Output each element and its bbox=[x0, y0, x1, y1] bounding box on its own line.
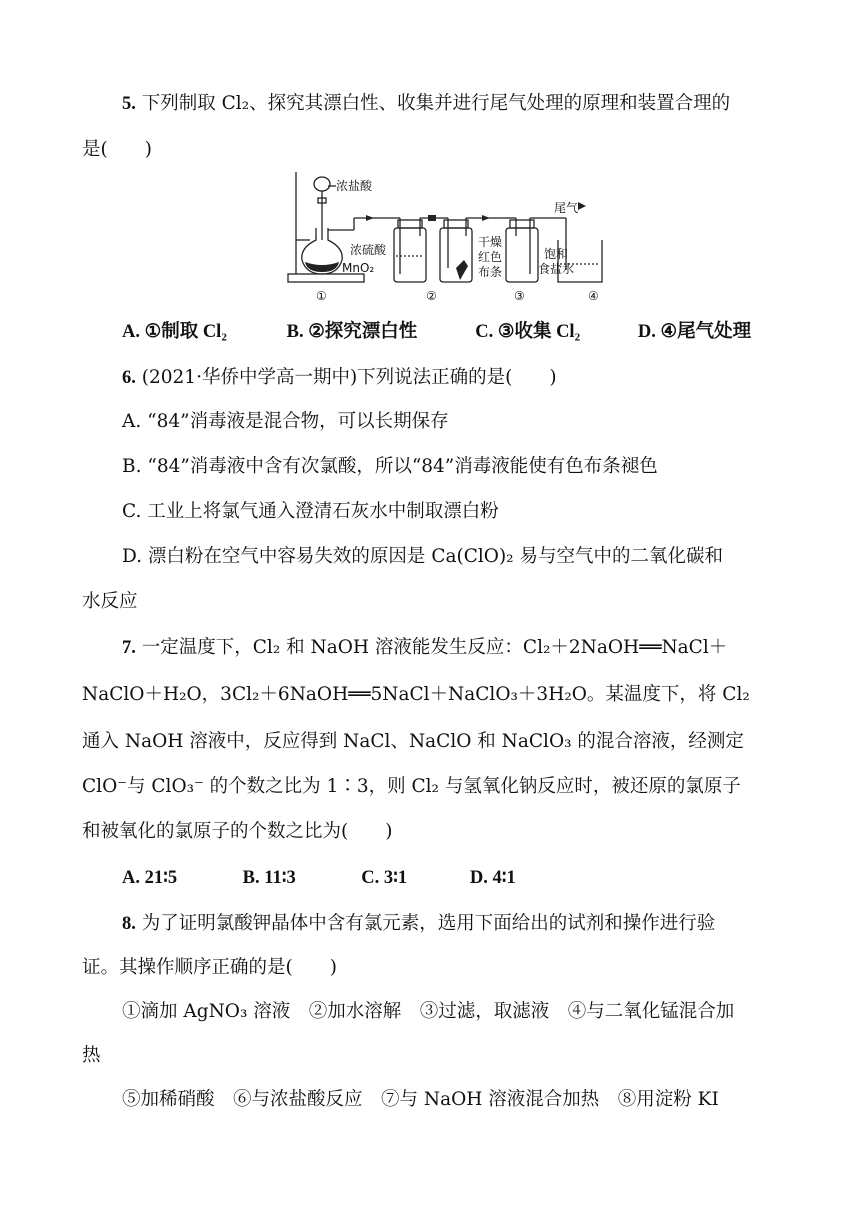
bottle-1-stopper bbox=[398, 220, 422, 228]
label-sat-2: 食盐水 bbox=[538, 262, 575, 276]
q6-source: (2021·华侨中学高一期中) bbox=[141, 367, 358, 388]
q7-option-c: C. 3∶1 bbox=[361, 868, 408, 888]
arrow-3 bbox=[578, 202, 586, 210]
red-cloth-strip bbox=[456, 260, 468, 280]
fig-num-4: ④ bbox=[588, 289, 599, 303]
q8-line4: 热 bbox=[82, 1045, 101, 1066]
arrow-2 bbox=[482, 215, 490, 221]
label-mno2: MnO₂ bbox=[342, 261, 375, 275]
arrow-1 bbox=[366, 215, 374, 221]
q8-line1-text: 为了证明氯酸钾晶体中含有氯元素，选用下面给出的试剂和操作进行验 bbox=[141, 913, 716, 934]
label-sat-1: 饱和 bbox=[544, 247, 569, 261]
q6-option-c: C. 工业上将氯气通入澄清石灰水中制取漂白粉 bbox=[122, 501, 499, 522]
q6-option-b: B. “84”消毒液中含有次氯酸，所以“84”消毒液能使有色布条褪色 bbox=[122, 456, 658, 477]
q5-number: 5. bbox=[122, 94, 136, 114]
q7-option-b: B. 11∶3 bbox=[242, 868, 296, 888]
bottle-3 bbox=[506, 228, 538, 282]
q7-line1 bbox=[122, 636, 860, 660]
rubber-joint bbox=[428, 215, 436, 221]
q6-stem-text: 下列说法正确的是( ) bbox=[357, 367, 557, 388]
q5-option-b: B. ②探究漂白性 bbox=[286, 322, 418, 342]
q7-line2: NaClO＋H₂O，3Cl₂＋6NaOH══5NaCl＋NaClO₃＋3H₂O。某温度下，将 Cl₂ bbox=[82, 684, 750, 705]
q6-option-a: A. “84”消毒液是混合物，可以长期保存 bbox=[122, 411, 449, 432]
label-conc-hcl: 浓盐酸 bbox=[336, 179, 373, 193]
apparatus-figure bbox=[282, 168, 614, 306]
label-cloth-2: 红色 bbox=[478, 250, 503, 264]
q7-line4: ClO⁻与 ClO₃⁻ 的个数之比为 1∶3，则 Cl₂ 与氢氧化钠反应时，被还原的氯原子 bbox=[82, 776, 741, 797]
bottle-2 bbox=[440, 228, 472, 282]
q5-options bbox=[122, 320, 860, 344]
label-conc-h2so4: 浓硫酸 bbox=[350, 243, 387, 257]
funnel-bulb bbox=[314, 177, 330, 191]
label-cloth-1: 干燥 bbox=[478, 235, 503, 249]
q5-text-line2: 是( ) bbox=[82, 139, 152, 160]
q5-line1 bbox=[122, 92, 860, 116]
label-cloth-3: 布条 bbox=[478, 265, 503, 279]
label-tail-gas: 尾气 bbox=[554, 201, 579, 215]
q8-number: 8. bbox=[122, 914, 136, 934]
fig-num-2: ② bbox=[426, 289, 437, 303]
stand-base bbox=[288, 274, 364, 282]
bottle-1 bbox=[394, 228, 426, 282]
q7-line5: 和被氧化的氯原子的个数之比为( ) bbox=[82, 821, 393, 842]
q7-options bbox=[122, 866, 860, 890]
q5-text-line1: 下列制取 Cl₂、探究其漂白性、收集并进行尾气处理的原理和装置合理的 bbox=[141, 93, 731, 114]
q7-number: 7. bbox=[122, 638, 136, 658]
q7-option-d: D. 4∶1 bbox=[469, 868, 516, 888]
q6-option-d-line1: D. 漂白粉在空气中容易失效的原因是 Ca(ClO)₂ 易与空气中的二氧化碳和 bbox=[122, 546, 723, 567]
fig-num-3: ③ bbox=[514, 289, 525, 303]
q8-line1 bbox=[122, 912, 860, 936]
q8-line3: ①滴加 AgNO₃ 溶液 ②加水溶解 ③过滤，取滤液 ④与二氧化锰混合加 bbox=[122, 1001, 735, 1022]
q5-option-c: C. ③收集 Cl₂ bbox=[475, 322, 581, 342]
q7-option-a: A. 21∶5 bbox=[122, 868, 178, 888]
q7-line3: 通入 NaOH 溶液中，反应得到 NaCl、NaClO 和 NaClO₃ 的混合溶液，经测定 bbox=[82, 731, 744, 752]
q6-stem bbox=[122, 366, 860, 390]
q8-line2: 证。其操作顺序正确的是( ) bbox=[82, 957, 337, 978]
q8-line5: ⑤加稀硝酸 ⑥与浓盐酸反应 ⑦与 NaOH 溶液混合加热 ⑧用淀粉 KI bbox=[122, 1089, 719, 1110]
q5-option-d: D. ④尾气处理 bbox=[637, 322, 752, 342]
q6-option-d-line2: 水反应 bbox=[82, 591, 138, 612]
q7-line1-text: 一定温度下，Cl₂ 和 NaOH 溶液能发生反应：Cl₂＋2NaOH══NaCl＋ bbox=[141, 637, 728, 658]
q5-option-a: A. ①制取 Cl₂ bbox=[122, 322, 227, 342]
fig-num-1: ① bbox=[316, 289, 327, 303]
q6-number: 6. bbox=[122, 368, 136, 388]
